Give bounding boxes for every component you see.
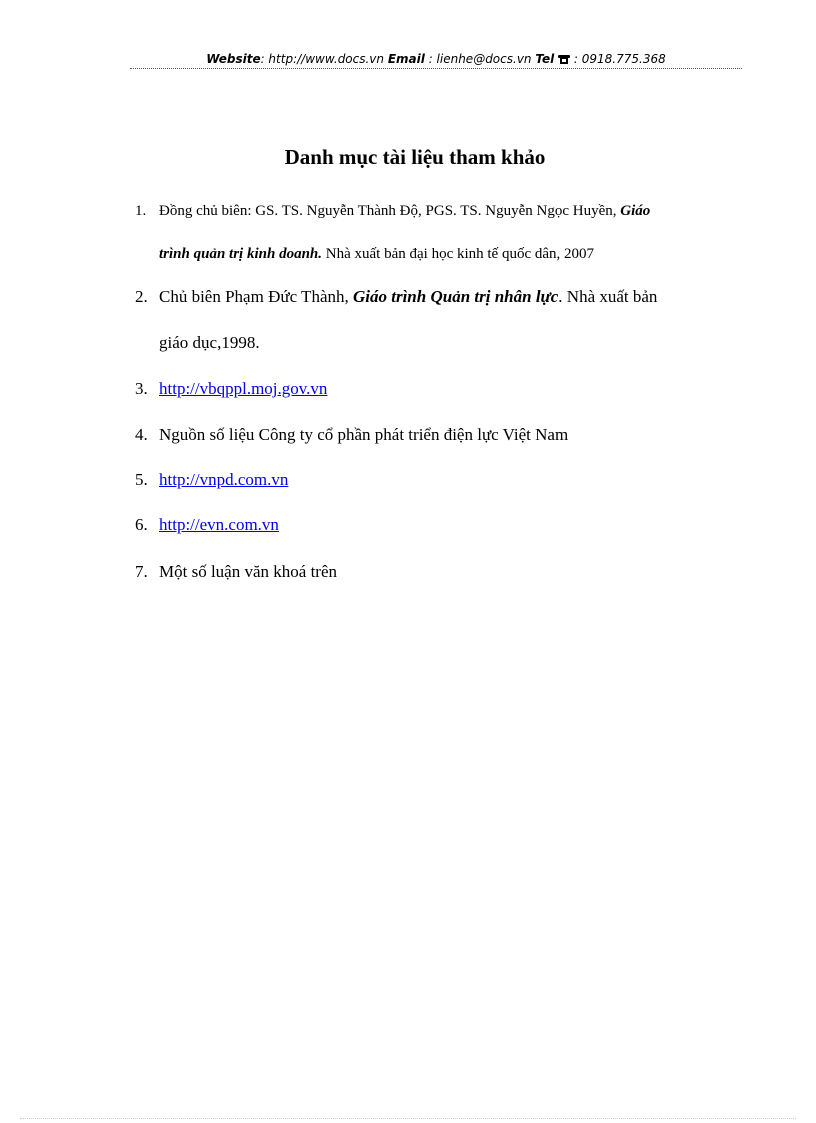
- reference-number: 2.: [135, 287, 148, 306]
- website-value: : http://www.docs.vn: [260, 52, 388, 66]
- reference-number: 4.: [135, 425, 148, 444]
- reference-number: 5.: [135, 470, 148, 489]
- website-label: Website: [206, 52, 261, 66]
- reference-link[interactable]: http://vnpd.com.vn: [159, 470, 289, 489]
- reference-item-2-cont: [135, 332, 260, 354]
- reference-number: 1.: [135, 203, 147, 219]
- reference-number: 6.: [135, 515, 148, 534]
- reference-item-4: [135, 424, 568, 446]
- tel-label: Tel: [535, 52, 555, 66]
- reference-item-7: [135, 561, 337, 583]
- reference-text: Nhà xuất bản đại học kinh tế quốc dân, 2007: [322, 246, 595, 262]
- reference-number: 3.: [135, 379, 148, 398]
- reference-text: Chủ biên Phạm Đức Thành,: [159, 287, 353, 306]
- reference-text: Nguồn số liệu Công ty cổ phần phát triển điện lực Việt Nam: [159, 425, 569, 444]
- reference-link[interactable]: http://evn.com.vn: [159, 515, 279, 534]
- tel-value: : 0918.775.368: [573, 52, 666, 66]
- page-title: Danh mục tài liệu tham khảo: [284, 145, 546, 169]
- reference-item-6: [135, 514, 279, 536]
- reference-item-2: [135, 286, 657, 308]
- reference-text: Đồng chủ biên: GS. TS. Nguyễn Thành Độ, PGS. TS. Nguyễn Ngọc Huyền,: [159, 203, 621, 219]
- reference-text: Một số luận văn khoá trên: [159, 562, 337, 581]
- header-divider: [130, 68, 742, 69]
- page-bottom-border: [20, 1118, 796, 1119]
- page-header: [130, 50, 742, 68]
- reference-italic-title: Giáo: [620, 203, 651, 219]
- reference-text: giáo dục,1998.: [159, 333, 260, 352]
- reference-italic-title: Giáo trình Quản trị nhân lực: [353, 287, 559, 306]
- reference-italic-title: trình quản trị kinh doanh.: [159, 246, 323, 262]
- email-value: : lienhe@docs.vn: [424, 52, 536, 66]
- reference-item-1: [135, 200, 650, 222]
- phone-icon: [558, 52, 574, 66]
- reference-text-tail: . Nhà xuất bản: [558, 287, 658, 306]
- reference-link[interactable]: http://vbqppl.moj.gov.vn: [159, 379, 328, 398]
- email-label: Email: [387, 52, 425, 66]
- reference-item-1-cont: [135, 243, 594, 265]
- reference-item-5: [135, 469, 288, 491]
- reference-number: 7.: [135, 562, 148, 581]
- reference-item-3: [135, 378, 327, 400]
